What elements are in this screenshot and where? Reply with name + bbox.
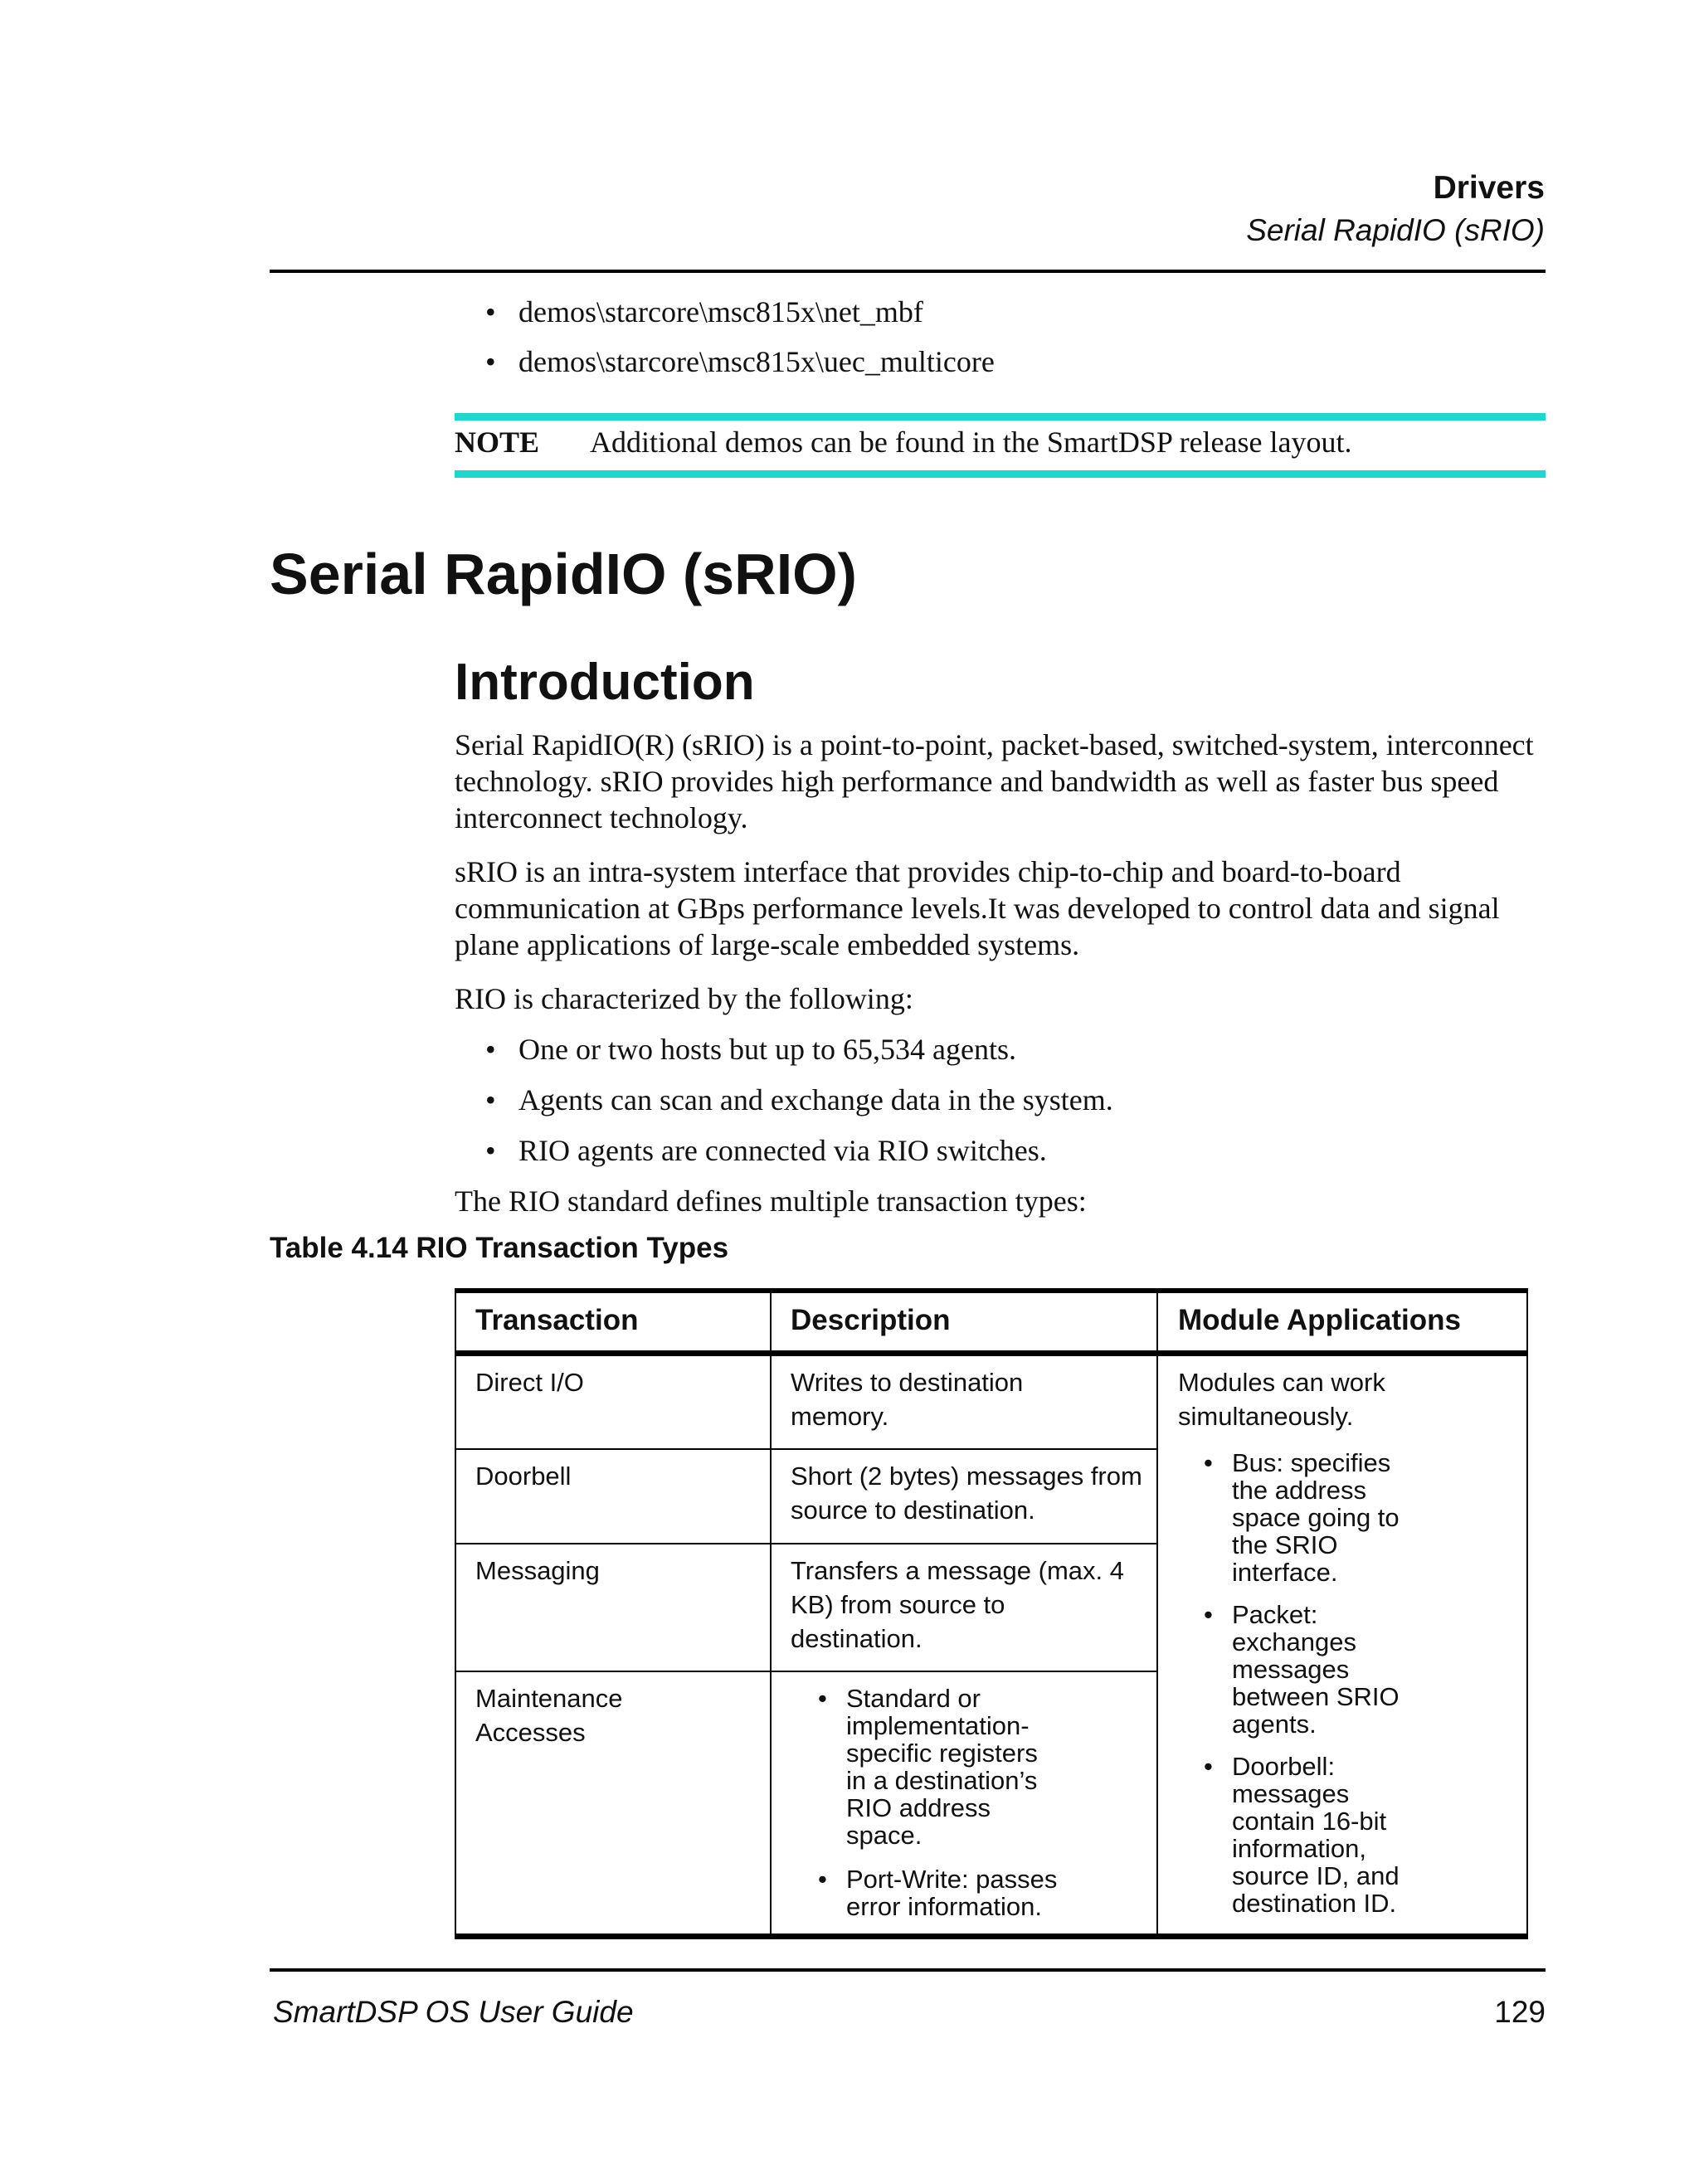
note-bottom-rule	[455, 470, 1546, 478]
module-application-item: • Bus: specifies the address space going to the SRIO interface.	[1199, 1449, 1410, 1586]
table-cell-transaction: Maintenance Accesses	[475, 1684, 623, 1747]
demo-path-list	[485, 294, 995, 380]
intro-paragraph: RIO is characterized by the following:	[455, 982, 913, 1015]
table-row-divider	[455, 1448, 1158, 1450]
module-applications-list	[1199, 1449, 1410, 1933]
page-number: 129	[1494, 1995, 1546, 2029]
table-cell-transaction: Doorbell	[475, 1462, 572, 1491]
transaction-intro: The RIO standard defines multiple transaction types:	[455, 1184, 1087, 1218]
table-header-rule	[455, 1350, 1528, 1356]
note-top-rule	[455, 413, 1546, 421]
characteristic-item: • One or two hosts but up to 65,534 agents.	[485, 1031, 1113, 1068]
transaction-types-table	[455, 1288, 1528, 1939]
running-header-chapter: Drivers	[1433, 170, 1545, 206]
running-header-section: Serial RapidIO (sRIO)	[1246, 213, 1545, 247]
intro-paragraph: Serial RapidIO(R) (sRIO) is a point-to-point, packet-based, switched-system, interconnect technology. sRIO provides high performance and bandwidth as well as faster bus speed interconnect technology.	[455, 728, 1534, 834]
module-applications-intro: Modules can work simultaneously.	[1178, 1368, 1385, 1431]
note-text: Additional demos can be found in the SmartDSP release layout.	[590, 426, 1352, 459]
characteristic-item: • Agents can scan and exchange data in the system.	[485, 1082, 1113, 1118]
table-row-divider	[455, 1543, 1158, 1544]
table-cell-description: Short (2 bytes) messages from source to destination.	[791, 1462, 1142, 1525]
intro-paragraph: sRIO is an intra-system interface that provides chip-to-chip and board-to-board communication at GBps performance levels.It was developed to control data and signal plane applications of large-scale embedded systems.	[455, 855, 1500, 961]
table-cell-description: Transfers a message (max. 4 KB) from source to destination.	[791, 1556, 1124, 1653]
characteristics-list	[485, 1031, 1113, 1169]
table-header-description: Description	[791, 1304, 951, 1336]
table-cell-description: Writes to destination memory.	[791, 1368, 1024, 1431]
header-rule	[270, 270, 1546, 273]
footer-rule	[270, 1968, 1546, 1972]
module-application-item: • Packet: exchanges messages between SRIO agents.	[1199, 1601, 1410, 1738]
table-border	[1526, 1288, 1528, 1939]
section-title: Serial RapidIO (sRIO)	[270, 542, 857, 606]
table-border	[455, 1288, 456, 1939]
table-caption: Table 4.14 RIO Transaction Types	[270, 1232, 729, 1264]
subsection-title: Introduction	[455, 654, 755, 711]
description-list-item: • Port-Write: passes error information.	[813, 1865, 1058, 1920]
table-header-transaction: Transaction	[475, 1304, 639, 1336]
table-top-rule	[455, 1288, 1528, 1293]
module-application-item: • Doorbell: messages contain 16-bit information, source ID, and destination ID.	[1199, 1753, 1410, 1917]
note-label: NOTE	[455, 426, 540, 459]
table-cell-transaction: Messaging	[475, 1556, 600, 1585]
table-header-module-applications: Module Applications	[1178, 1304, 1461, 1336]
table-cell-description-list	[813, 1685, 1058, 1937]
table-row-divider	[455, 1671, 1158, 1672]
footer-guide-title: SmartDSP OS User Guide	[273, 1995, 634, 2029]
demo-path-item: • demos\starcore\msc815x\uec_multicore	[485, 343, 995, 380]
table-column-divider	[1156, 1288, 1158, 1939]
characteristic-item: • RIO agents are connected via RIO switches.	[485, 1132, 1113, 1169]
table-column-divider	[770, 1288, 772, 1939]
table-cell-transaction: Direct I/O	[475, 1368, 584, 1397]
description-list-item: • Standard or implementation-specific registers in a destination’s RIO address space.	[813, 1685, 1058, 1849]
demo-path-item: • demos\starcore\msc815x\net_mbf	[485, 294, 995, 330]
